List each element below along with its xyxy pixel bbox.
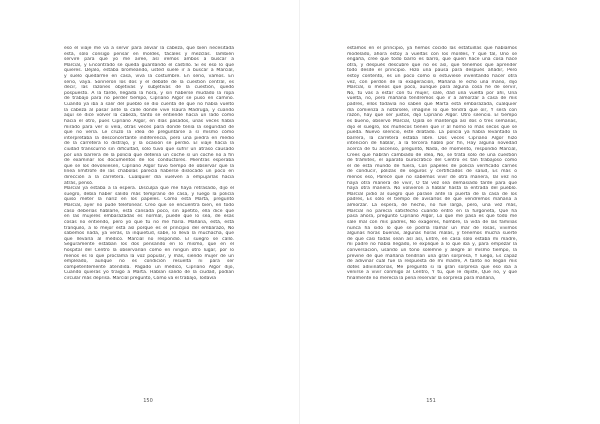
text-line: circular más deprisa. Marcial preguntó, Cómo va el trabajo, Todavía [64,275,217,281]
text-line: Cuando ya iba a salir del pueblo se dio cuenta de que no había vuelto [64,102,234,108]
text-line: vez, con perdón de la exageración, Mañana le echo una mano, dijo [347,79,517,85]
text-line: Cuando quieras yo traigo a Marta. Habían salido de la ciudad, podían [64,270,234,276]
text-line: algunas horas buenas, algunas horas malas, y tenemos mucha suerte [347,231,517,237]
text-line: sabemos nada, ya verás, la inquietud, sabe, lo lleva la muchacha, que [64,231,234,237]
text-line: por una barrera de la policía que detenía un coche sí un coche no a fin [64,152,234,158]
text-line: Marcial pidió al suegro que parase ante la puerta de la casa de los [347,191,517,197]
text-line: Marcial, ayer no pude telefonear. Creo que se encuentra bien, en todo [64,203,234,209]
text-line: es bueno, observó Marcial, Ojalá se mantenga así dos o tres semanas, [347,118,517,124]
text-line: empleado, aunque no es condición resuelta ni para ser [64,259,234,265]
text-line: otra, y después descubre que no es así, que tenemos que aprender [347,62,517,68]
text-line: serviré para que yo me airee, así iremos ambos a buscar a [64,57,234,63]
text-line: menos eso, Parece que no sabemos vivir de otra manera, Tal vez no [347,175,517,181]
text-line: dotes adivinatorias, Me preguntó si la gran sorpresa que eso iba a [347,264,517,270]
text-line: acerca de tu ascenso, preguntó, Nada, de momento, respondió Marcial, [347,146,517,152]
text-line: de adivinar cuál fue la respuesta de mi madre, A tanto no llegan mis [347,259,517,265]
text-line: día comienza a notársele, imagine lo que tendrá que oír, Y será con [347,107,517,113]
text-line: venirse a vivir conmigo al Centro, Y tú, qué le dijiste, Que no, y que [347,270,517,276]
text-line: intención de hablar, a la tercera habló por fin, Hay alguna novedad [347,141,517,147]
text-line: la cabeza al pasar ante la calle donde vive Isaura Madruga, y cuando [64,107,234,113]
text-line: de trámites, el aparato burocrático del Centro es tan trabajoso como [347,158,517,164]
text-line: de la carretera lo distrajo, y la ocasión se perdió. El viaje hacia la [64,141,234,147]
text-line: menos es lo que proclama la voz popular, y más, siendo mujer de un [64,253,234,259]
text-line: Marcial no parecía satisfecho cuando entró en la furgoneta, Qué ha [347,208,517,214]
text-line: almorzar. La espera, de hecho, no fue larga, pero, una vez más, [347,203,517,209]
text-line: cosas no entiendo, pero yo que tú no me fiaría. Mañana, está, está [64,219,234,225]
text-line: todo desde el principio. Hizo una pausa para después añadir, Pero [347,68,517,74]
text-line: haya otra manera. No volvieron a hablar hasta la entrada del pueblo. [347,186,517,192]
text-line: No, tú vas a estar con tu mujer, sale, dad una vuelta por ahí, Una [347,90,517,96]
text-line: está, sólo consigo pensar en moldes, tácales y mezclas. También [64,51,234,57]
text-line: Marcial, y Encontrado se queda guardando el castillo. Si es eso lo que [64,62,234,68]
text-line: padres, Es sólo el tiempo de avisarlos de que vendremos mañana a [347,197,517,203]
text-line: quieres. Déjalo, estaba bromeando, usted suele ir a buscar a Marcial, [64,68,234,74]
text-line: el de esta mundo de fuera, Con papeles de policía verificado carnés [347,163,517,169]
text-line: caso deberías hablarle, está cansada poco, sin apetito, ella dice que [64,208,234,214]
text-line: dirección a la carretera. Cualquier día vuelven a empujarlas hacia [64,175,234,181]
text-line: Marcial, si menos que poco, aunque para alguna cosa he de servir, [347,85,517,91]
text-line: que llevaría al médico. Marcial no respondió. El suegro se calló. [64,236,234,242]
text-line: haya otra manera de vivir, O tal vez sea demasiado tarde para que [347,180,517,186]
text-line: de que casi todas sean así así, Entré, en casa sólo estaba mi madre, [347,236,517,242]
text-line: atrás, pensó. [64,180,94,186]
text-line: barrera, la carretera estaba libre. Dos veces Cipriano Algor hizo [347,135,517,141]
text-line: mirado para ver si veía, otras veces para donde tenía la seguridad de [64,124,234,130]
text-line: engaña, cree que todo barro es barro, que quien hace una cosa hace [347,57,517,63]
text-line: hospital del Centro la observarían como en ningún otro lugar, por lo [64,247,234,253]
text-line: y suelo quedarme en casa, viva la costumbre. En serio, vamos. En [64,74,234,80]
text-line: ciudad transcurrió sin dificultad, sólo tuvo que sufrir un atraso causado [64,146,234,152]
text-line: suegro, debía haber salido más temprano de casa, y luego la policía [64,191,234,197]
text-line: pueda. Nuevo silencio, éste dilatado. La policía ya había levantado la [347,130,517,136]
text-line: estoy contento, es un poco como si estuviese inventando hacer otra [347,74,517,80]
right-page-text [347,46,517,282]
text-line: hacia el otro, pues Cipriano Algor, en días pasados, unas veces había [64,118,234,124]
text-line: previne de que mañana tendrían una gran sorpresa, Y luego, Es capaz [347,253,517,259]
text-line: quiso meter la nariz en los papeles. Cómo está Marta, preguntó [64,197,234,203]
right-page [300,0,600,424]
text-line: que no vería. Le cruzó la idea de preguntarse a sí mismo cómo [64,130,234,136]
text-line: tranquilo, a lo mejor está así porque es el principio del embarazo, No [64,225,234,231]
text-line: serio, vaya. Sonrieron los dos y el debate de la cuestión central, es [64,79,234,85]
text-line: mi padre no había llegado, le expliqué a lo que iba y, para empezar la [347,242,517,248]
text-line: pospuesto. A la tarde, llegada la hora, y sin haberse mudado la ropa [64,90,234,96]
text-line: sale mal con mis padres, No exageres, hombre, la vida de las familias [347,219,517,225]
text-line: Crees que habrán cambiado de idea, No, se trata sólo de una cuestión [347,152,517,158]
text-line: aquí se dice volver la cabeza, tanto se entiende hacia un lado como [64,113,234,119]
text-line: finalmente no merecía la pena reservar la sorpresa para mañana, [347,275,496,281]
text-line: interpretaba la desconcertante indiferencia, pero una piedra en medio [64,135,234,141]
text-line: eso el viaje me va a servir para aliviar la cabeza, que bien necesitada [64,46,234,51]
text-line: conversación, usando un tono solemne y alegre al mismo tiempo, la [347,247,517,253]
text-line: dijo el suegro, los muñecos tienen que ir al horno lo más secos que se [347,124,517,130]
text-line: línea limítrofe de las chabolas parecía haberse dislocado un poco en [64,169,234,175]
text-line: de conducir, pólizas de seguros y certificados de salud, Es más o [347,169,517,175]
text-line: pasa ahora, preguntó Cipriano Algor, Lo que me pasa es que todo me [347,214,517,220]
text-line: modelado, ahora estoy a vueltas con los moldes, Y qué tal, Uno se [347,51,517,57]
text-line: de trabajo para no perder tiempo, Cipriano Algor se puso en camino. [64,96,234,102]
text-line: razón, hay que ser justos, dijo Cipriano Algor. Otro silencio. El tiempo [347,113,517,119]
text-line: competentemente atendida. Pagado un médico, Cipriano Algor dijo, [64,264,234,270]
text-line: Marcial ya estaba a la espera. Disculpa que me haya retrasado, dijo el [64,186,234,192]
text-line: de examinar los documentos de los conductores. Mientras esperaba [64,158,234,164]
left-page-number: 150 [143,398,153,404]
text-line: Seguramente estaban los dos pensando en lo mismo, que en el [64,242,234,248]
right-page-number: 151 [426,398,436,404]
text-line: decir, las razones objetivas y subjetivas de la cuestión, quedó [64,85,234,91]
text-line: nunca ha sido lo que se podría llamar un mar de rosas, vivimos [347,225,517,231]
text-line: estamos en el principio, ya hemos cocido las estatuillas que habíamos [347,46,517,51]
text-line: padres, ellos todavía no saben que Marta está embarazada, cualquier [347,102,517,108]
left-page-text [64,46,234,282]
text-line: en las mujeres embarazadas es normal, puede que lo sea, de esas [64,214,234,220]
text-line: que se los devolviesen, Cipriano Algor tuvo tiempo de observar que la [64,163,234,169]
text-line: vuelta, no, pero mañana tendremos que ir a almorzar a casa de mis [347,96,517,102]
